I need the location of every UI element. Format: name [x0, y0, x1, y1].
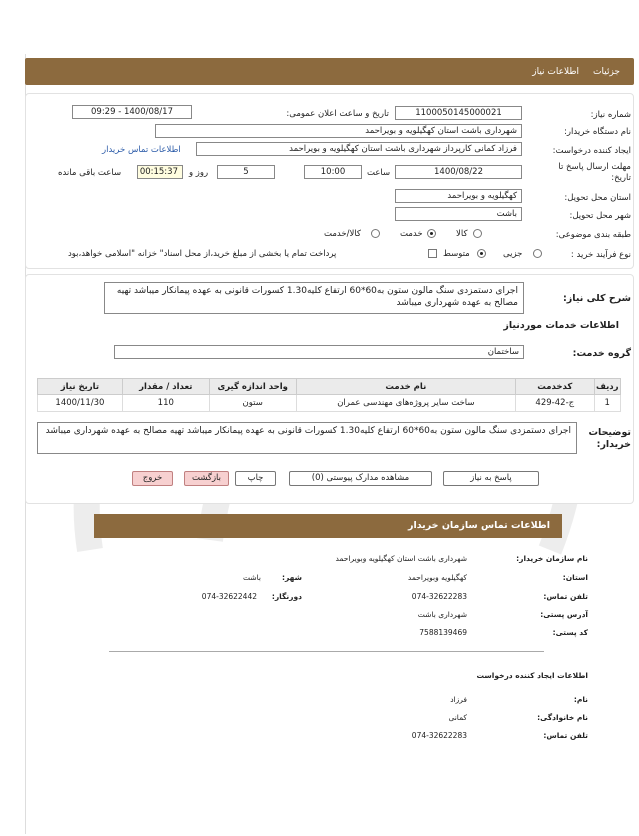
category-service-label: خدمت [400, 229, 423, 239]
view-docs-button[interactable]: مشاهده مدارک پیوستی (0) [289, 471, 432, 486]
buyer-org-field: شهرداری باشت استان کهگیلویه و بویراحمد [155, 124, 522, 138]
need-number-label: شماره نیاز: [590, 110, 631, 120]
address-value: شهرداری باشت [417, 610, 467, 619]
creator-phone-label: تلفن تماس: [543, 731, 588, 740]
cell-code: ج-42-429 [516, 395, 594, 412]
print-button[interactable]: چاپ [235, 471, 276, 486]
deadline-label: مهلت ارسال پاسخ تا تاریخ: [558, 162, 631, 183]
tab-details[interactable]: جزئیات [593, 66, 620, 77]
province-contact-label: استان: [562, 573, 588, 582]
buyer-org-label: نام دستگاه خریدار: [564, 127, 631, 137]
service-group-label: گروه خدمت: [572, 348, 631, 359]
family-value: کمانی [448, 713, 467, 722]
contact-header: اطلاعات تماس سازمان خریدار [94, 514, 562, 538]
time-label: ساعت [367, 168, 391, 178]
postal-value: 7588139469 [419, 628, 467, 637]
col-service-name: نام خدمت [296, 379, 515, 395]
category-label: طبقه بندی موضوعی: [555, 230, 631, 240]
col-code: کدخدمت [516, 379, 594, 395]
need-number-field: 1100050145000021 [395, 106, 522, 120]
col-quantity: تعداد / مقدار [122, 379, 209, 395]
deadline-date-field: 1400/08/22 [395, 165, 522, 179]
services-table [37, 378, 621, 412]
category-both-radio[interactable] [371, 229, 380, 238]
creator-field: فرزاد کمانی کارپرداز شهرداری باشت استان کهگیلویه و بویراحمد [196, 142, 522, 156]
province-label: استان محل تحویل: [564, 193, 631, 203]
city-field: باشت [395, 207, 522, 221]
process-minor-label: جزیی [503, 249, 523, 259]
process-medium-label: متوسط [443, 249, 470, 259]
buyer-notes-textbox: اجرای دستمزدی سنگ مالون ستون به60*60 ارتفاع کلیه1.30 کسورات قانونی به عهده پیمانکار میباشد تهیه مصالح به عهده شهرداری میباشد [37, 422, 577, 454]
deadline-time-field: 10:00 [304, 165, 362, 179]
name-label: نام: [573, 695, 588, 704]
category-goods-label: کالا [456, 229, 468, 239]
name-value: فرزاد [450, 695, 467, 704]
cell-unit: ستون [209, 395, 296, 412]
process-medium-radio[interactable] [477, 249, 486, 258]
payment-checkbox[interactable] [428, 249, 437, 258]
process-minor-radio[interactable] [533, 249, 542, 258]
category-service-radio[interactable] [427, 229, 436, 238]
summary-label: شرح کلی نیاز: [562, 293, 631, 304]
table-header-row [38, 379, 621, 395]
fax-label: دورنگار: [271, 592, 302, 601]
remaining-time-field: 00:15:37 [137, 165, 183, 179]
table-row [38, 395, 621, 412]
phone-value: 074-32622283 [411, 592, 467, 601]
col-row: ردیف [594, 379, 621, 395]
city-label: شهر محل تحویل: [569, 211, 631, 221]
cell-quantity: 110 [122, 395, 209, 412]
province-contact-value: کهگیلویه وبویراحمد [407, 573, 467, 582]
process-label: نوع فرآیند خرید : [570, 250, 631, 260]
days-field: 5 [217, 165, 275, 179]
buyer-contact-link[interactable]: اطلاعات تماس خریدار [102, 145, 181, 155]
fax-value: 074-32622442 [201, 592, 257, 601]
exit-button[interactable]: خروج [132, 471, 173, 486]
family-label: نام خانوادگی: [537, 713, 588, 722]
postal-label: کد پستی: [552, 628, 588, 637]
tab-need-info[interactable]: اطلاعات نیاز [532, 66, 580, 77]
address-label: آدرس پستی: [540, 610, 588, 619]
summary-textbox: اجرای دستمزدی سنگ مالون ستون به60*60 ارتفاع کلیه1.30 کسورات قانونی به عهده پیمانکار میباشد تهیه مصالح به عهده شهرداری میباشد [104, 282, 524, 314]
remaining-label: ساعت باقی مانده [58, 168, 122, 178]
cell-row: 1 [594, 395, 621, 412]
cell-service-name: ساخت سایر پروژه‌های مهندسی عمران [296, 395, 515, 412]
city-contact-label: شهر: [282, 573, 302, 582]
section-divider [109, 651, 544, 652]
col-need-date: تاریخ نیاز [38, 379, 123, 395]
creator-label: ایجاد کننده درخواست: [552, 146, 631, 156]
service-group-field: ساختمان [114, 345, 524, 359]
payment-note: پرداخت تمام یا بخشی از مبلغ خرید،از محل اسناد" خزانه "اسلامی خواهد،بود [68, 249, 337, 259]
buyer-notes-label: توضیحات خریدار: [588, 427, 631, 450]
header-bar [25, 58, 634, 85]
reply-button[interactable]: پاسخ به نیاز [443, 471, 539, 486]
org-label: نام سازمان خریدار: [516, 554, 588, 563]
phone-label: تلفن تماس: [543, 592, 588, 601]
province-field: کهگیلویه و بویراحمد [395, 189, 522, 203]
announce-label: تاریخ و ساعت اعلان عمومی: [286, 109, 389, 119]
city-contact-value: باشت [242, 573, 261, 582]
services-title: اطلاعات خدمات موردنیاز [503, 320, 619, 331]
days-label: روز و [189, 168, 209, 178]
creator-section-title: اطلاعات ایجاد کننده درخواست [476, 671, 588, 680]
announce-field: 1400/08/17 - 09:29 [72, 105, 192, 119]
category-both-label: کالا/خدمت [324, 229, 361, 239]
org-value: شهرداری باشت استان کهگیلویه وبویراحمد [335, 554, 467, 563]
category-goods-radio[interactable] [473, 229, 482, 238]
back-button[interactable]: بازگشت [184, 471, 229, 486]
cell-need-date: 1400/11/30 [38, 395, 123, 412]
creator-phone-value: 074-32622283 [411, 731, 467, 740]
col-unit: واحد اندازه گیری [209, 379, 296, 395]
need-info-panel [25, 93, 634, 269]
